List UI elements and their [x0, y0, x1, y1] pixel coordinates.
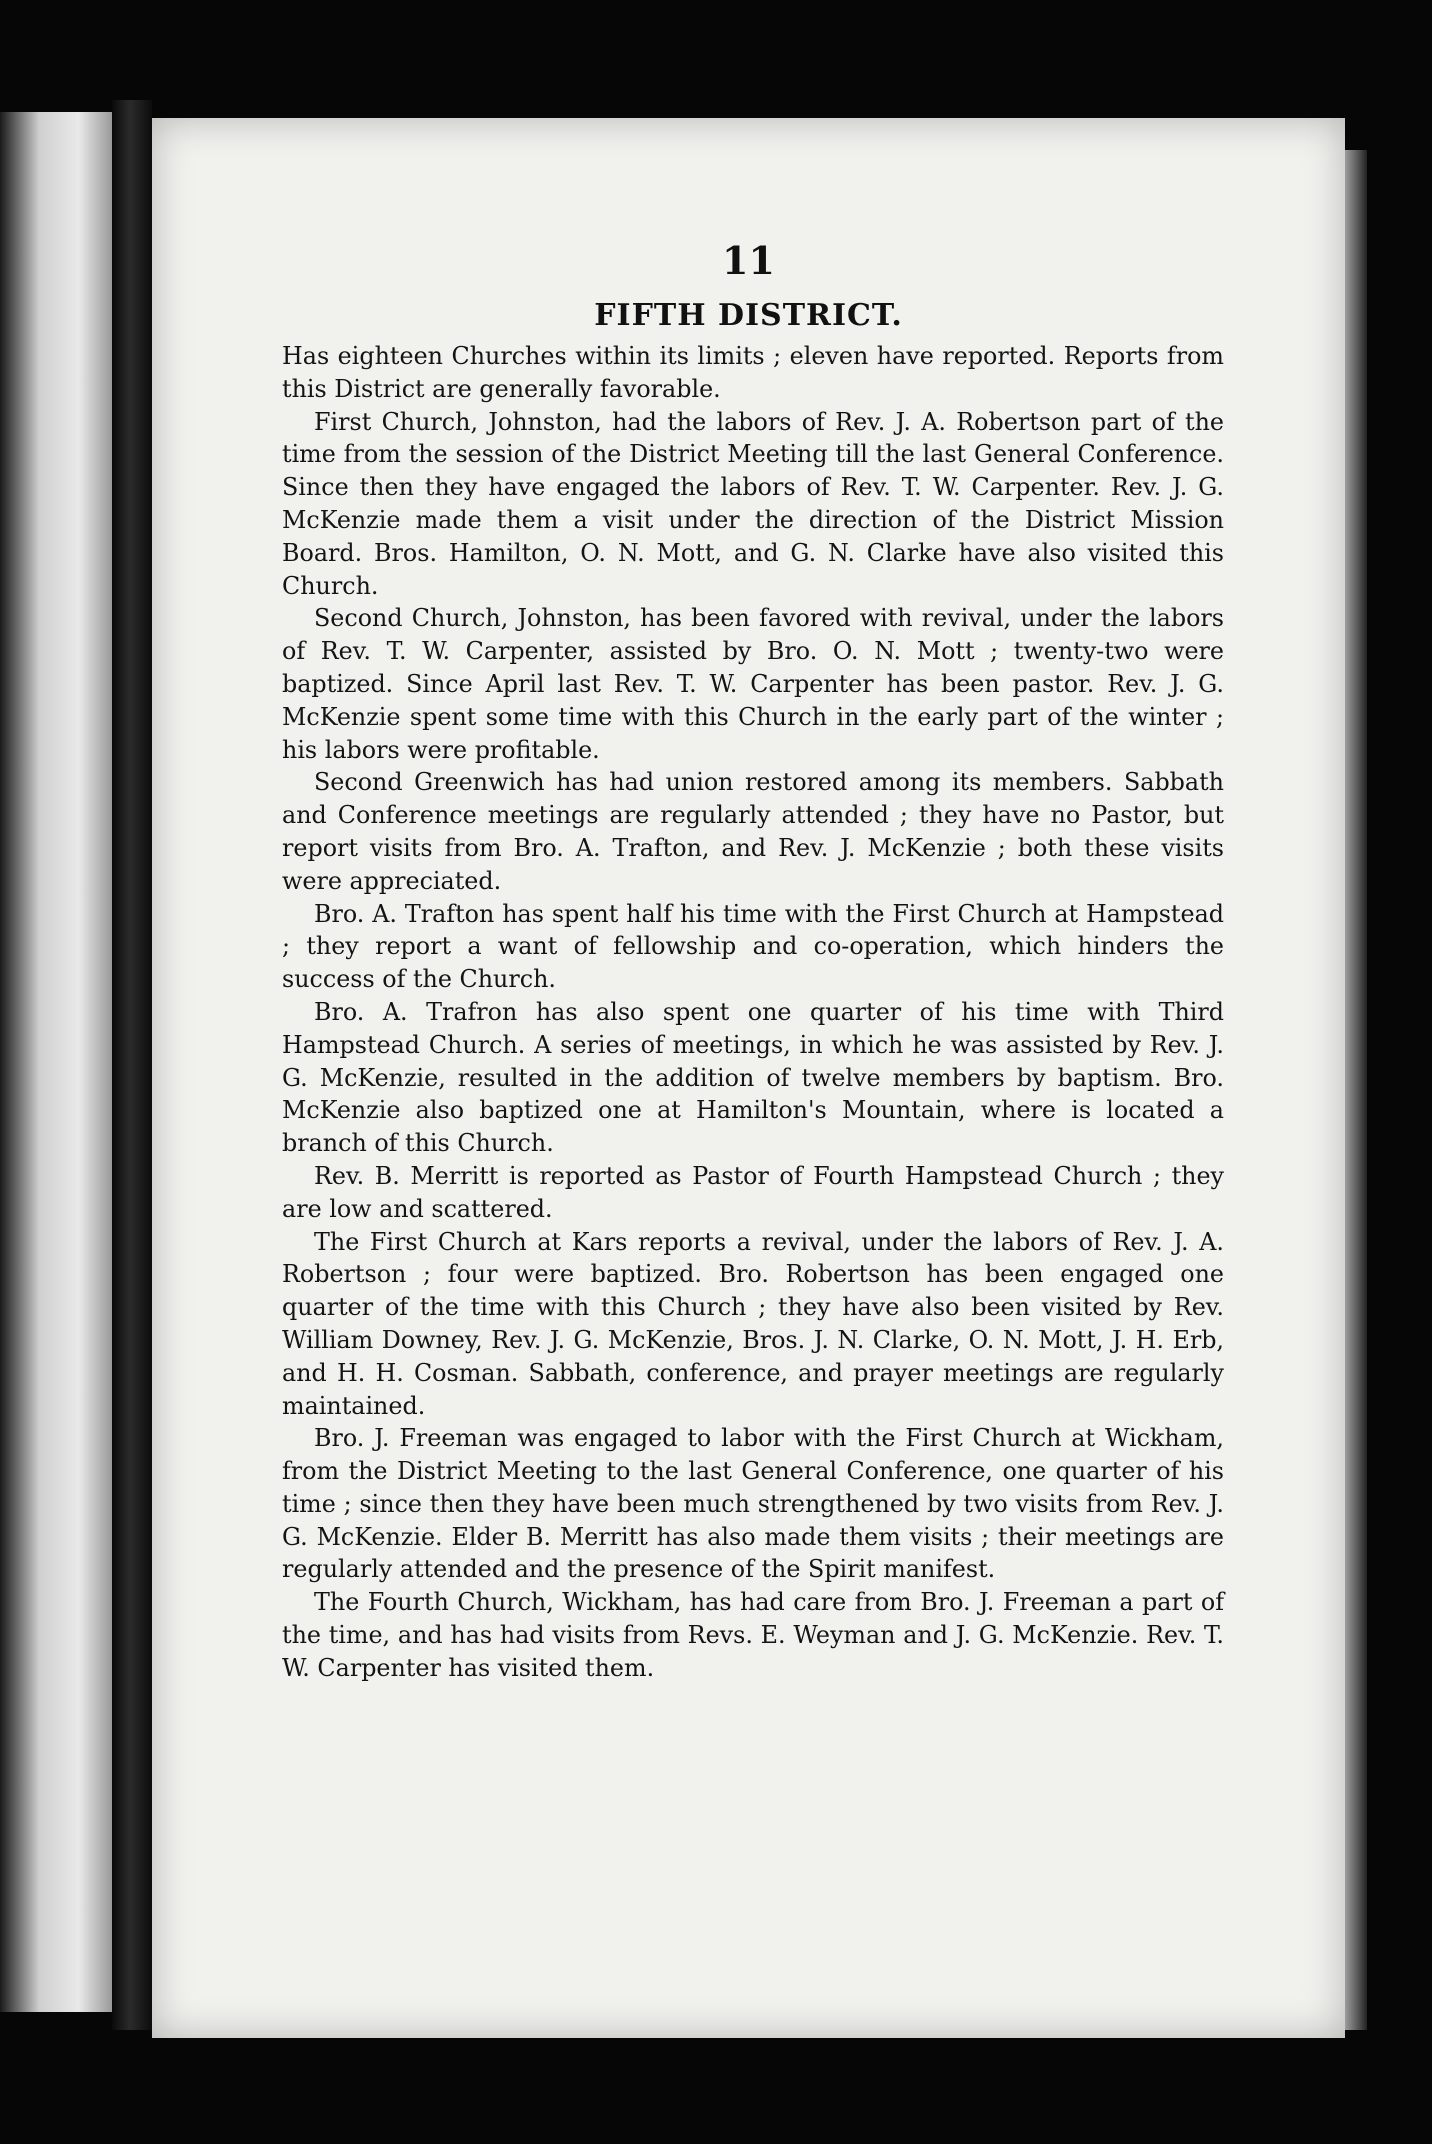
section-title: FIFTH DISTRICT.: [594, 298, 903, 333]
page-number: 11: [722, 238, 775, 283]
paragraph: The Fourth Church, Wickham, has had care from Bro. J. Freeman a part of the time, and has had visits from Revs. E. Weyman and J. G. McKenzie. Rev. T. W. Carpenter has visited them.: [282, 1588, 1224, 1682]
paragraph: Has eighteen Churches within its limits ; eleven have reported. Reports from this District are generally favorable.: [282, 342, 1224, 403]
paragraph: Rev. B. Merritt is reported as Pastor of Fourth Hampstead Church ; they are low and scattered.: [282, 1161, 1224, 1223]
paragraph: The First Church at Kars reports a revival, under the labors of Rev. J. A. Robertson ; four were baptized. Bro. Robertson has been engaged one quarter of the time with this Church ; they have also been visited by Rev. William Downey, Rev. J. G. McKenzie, Bros. J. N. Clarke, O. N. Mott, J. H. Erb, and H. H. Cosman. Sabbath, conference, and prayer meetings are regularly maintained.: [282, 1227, 1224, 1420]
paragraph: Second Greenwich has had union restored among its members. Sabbath and Conference meetings are regularly attended ; they have no Pastor, but report visits from Bro. A. Trafton, and Rev. J. McKenzie ; both these visits were appreciated.: [282, 768, 1224, 895]
paragraph: Second Church, Johnston, has been favored with revival, under the labors of Rev. T. W. Carpenter, assisted by Bro. O. N. Mott ; twenty-two were baptized. Since April last Rev. T. W. Carpenter has been pastor. Rev. J. G. McKenzie spent some time with this Church in the early part of the winter ; his labors were profitable.: [282, 604, 1224, 764]
paragraph: Bro. J. Freeman was engaged to labor with the First Church at Wickham, from the District Meeting to the last General Conference, one quarter of his time ; since then they have been much strengthened by two visits from Rev. J. G. McKenzie. Elder B. Merritt has also made them visits ; their meetings are regularly attended and the presence of the Spirit manifest.: [282, 1424, 1224, 1584]
paragraph: Bro. A. Trafron has also spent one quarter of his time with Third Hampstead Church. A series of meetings, in which he was assisted by Rev. J. G. McKenzie, resulted in the addition of twelve members by baptism. Bro. McKenzie also baptized one at Hamilton's Mountain, where is located a branch of this Church.: [282, 997, 1224, 1158]
paragraph: First Church, Johnston, had the labors of Rev. J. A. Robertson part of the time from the session of the District Meeting till the last General Conference. Since then they have engaged the labors of Rev. T. W. Carpenter. Rev. J. G. McKenzie made them a visit under the direction of the District Mission Board. Bros. Hamilton, O. N. Mott, and G. N. Clarke have also visited this Church.: [282, 407, 1224, 600]
body-text: [282, 340, 1224, 1685]
paragraph: Bro. A. Trafton has spent half his time with the First Church at Hampstead ; they report a want of fellowship and co-operation, which hinders the success of the Church.: [282, 899, 1224, 994]
left-page-edge: [0, 112, 112, 2012]
book-gutter: [112, 100, 152, 2030]
document-page: [152, 118, 1345, 2038]
right-page-edge: [1345, 150, 1367, 2030]
